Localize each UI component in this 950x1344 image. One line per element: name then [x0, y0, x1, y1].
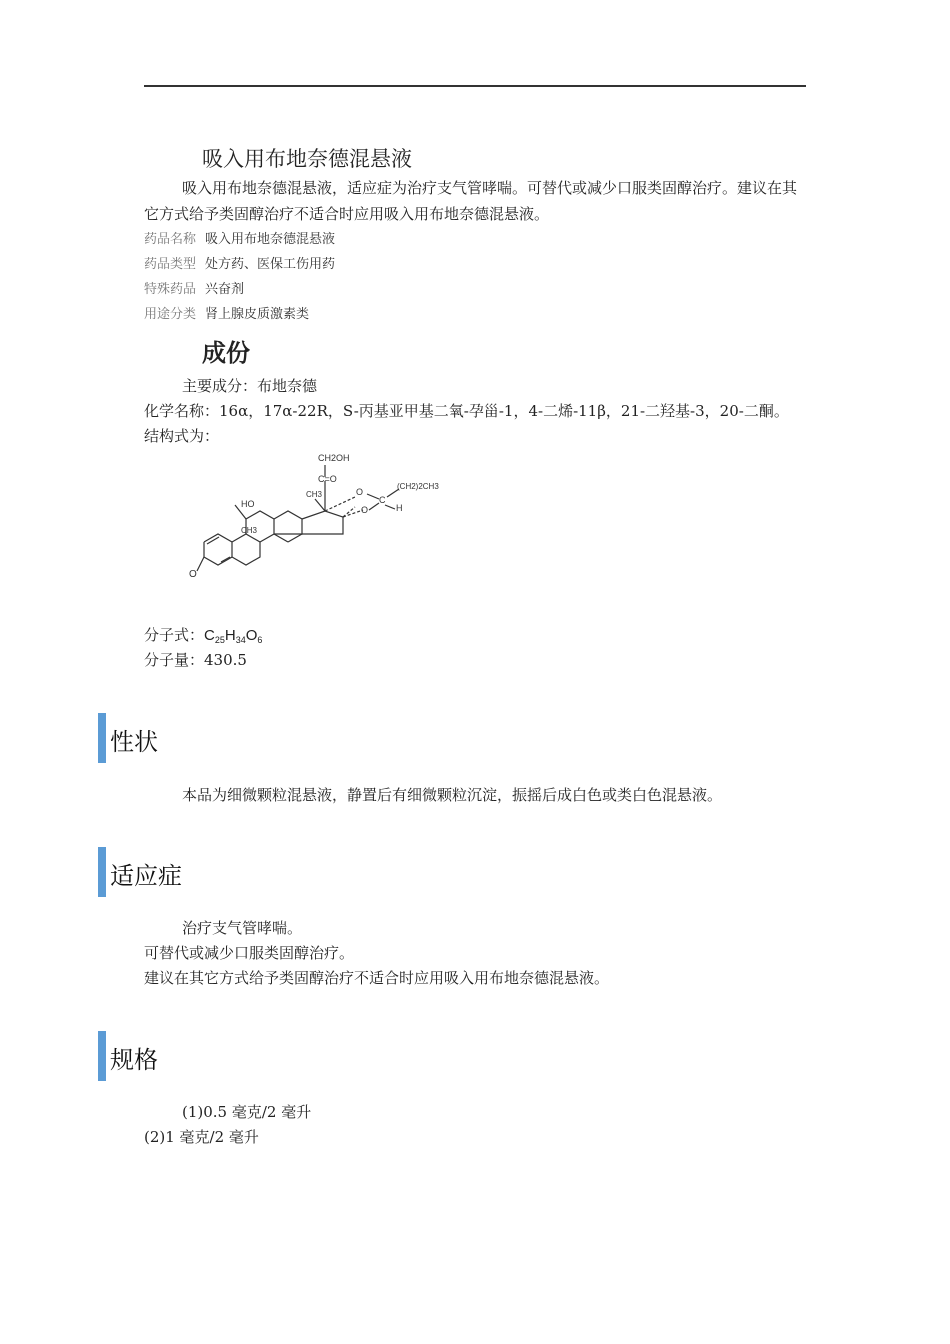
meta-key: 药品类型 — [144, 257, 197, 272]
oxygen-2-label: O — [361, 505, 369, 515]
meta-row-type — [144, 253, 335, 272]
specs-heading: 规格 — [110, 1046, 158, 1074]
meta-row-name — [144, 228, 335, 247]
meta-row-special — [144, 278, 244, 297]
appearance-text: 本品为细微颗粒混悬液，静置后有细微颗粒沉淀，振摇后成白色或类白色混悬液。 — [182, 786, 723, 804]
oxygen-1-label: O — [356, 487, 364, 497]
meta-key: 特殊药品 — [144, 282, 197, 297]
main-ingredient: 主要成分：布地奈德 — [182, 377, 318, 395]
spec-line: (1)0.5 毫克/2 毫升 — [182, 1103, 312, 1121]
section-bar-indications — [98, 847, 106, 897]
intro-paragraph: 吸入用布地奈德混悬液，适应症为治疗支气管哮喘。可替代或减少口服类固醇治疗。建议在其它方式给予类固醇治疗不适合时应用吸入用布地奈德混悬液。 — [144, 179, 798, 223]
top-rule — [144, 85, 806, 87]
carbon-label: C — [379, 495, 386, 505]
meta-value: 处方药、医保工伤用药 — [205, 257, 336, 272]
hydrogen-label: H — [396, 503, 403, 513]
appearance-heading: 性状 — [110, 728, 158, 756]
indication-line: 治疗支气管哮喘。 — [182, 919, 303, 937]
ch2oh-label: CH2OH — [318, 453, 350, 463]
section-bar-appearance — [98, 713, 106, 763]
section-bar-specs — [98, 1031, 106, 1081]
indication-line: 建议在其它方式给予类固醇治疗不适合时应用吸入用布地奈德混悬液。 — [144, 969, 610, 987]
meta-row-usage — [144, 303, 309, 322]
co-label: C=O — [318, 474, 337, 484]
formula-h-count: 34 — [235, 635, 246, 645]
meta-key: 药品名称 — [144, 232, 197, 247]
formula-o-count: 6 — [257, 635, 263, 645]
formula-o: O — [245, 627, 258, 644]
molecular-weight: 分子量：430.5 — [144, 651, 247, 669]
spec-line: (2)1 毫克/2 毫升 — [144, 1128, 259, 1146]
chemical-name: 化学名称：16α，17α-22R，S-丙基亚甲基二氧-孕甾-1，4-二烯-11β，21-二羟基-3，20-二酮。 — [144, 402, 789, 420]
indications-heading: 适应症 — [110, 862, 182, 890]
formula-label: 分子式： — [144, 626, 205, 644]
meta-value: 吸入用布地奈德混悬液 — [205, 232, 336, 247]
structure-label: 结构式为： — [144, 427, 220, 445]
propyl-chain-label: (CH2)2CH3 — [397, 482, 439, 491]
meta-value: 肾上腺皮质激素类 — [205, 307, 310, 322]
ch3-top-label: CH3 — [306, 490, 323, 499]
ho-label: HO — [241, 499, 255, 509]
page-title: 吸入用布地奈德混悬液 — [202, 147, 412, 171]
formula-c-count: 25 — [214, 635, 225, 645]
formula-c: C — [204, 627, 215, 644]
keto-oxygen-label: O — [189, 569, 197, 580]
composition-heading: 成份 — [202, 339, 250, 367]
meta-key: 用途分类 — [144, 307, 197, 322]
ch3-mid-label: CH3 — [241, 526, 258, 535]
structural-formula — [185, 447, 450, 587]
meta-value: 兴奋剂 — [205, 282, 245, 297]
indication-line: 可替代或减少口服类固醇治疗。 — [144, 944, 355, 962]
formula-h: H — [224, 627, 236, 644]
